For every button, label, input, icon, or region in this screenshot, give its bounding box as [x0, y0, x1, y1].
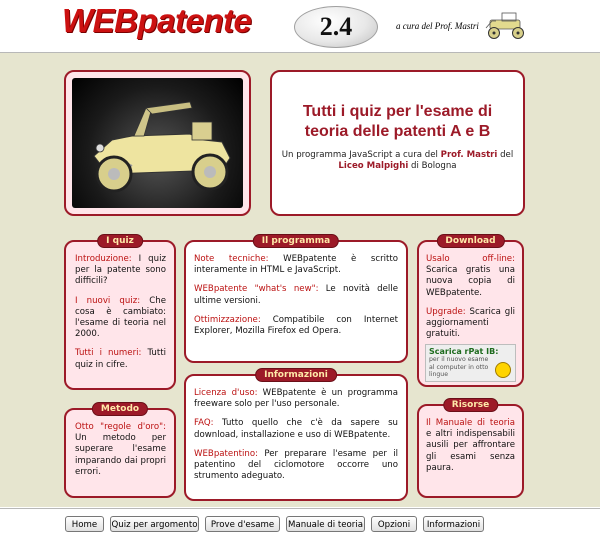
informazioni-panel — [184, 370, 408, 501]
vintage-car-image — [72, 78, 247, 212]
vintage-car-icon — [482, 8, 530, 42]
info-item — [194, 388, 398, 410]
metodo-item-text: Un metodo per superare l'esame imparando dai propri errori. — [75, 433, 166, 477]
site-logo[interactable]: WEBpatente — [62, 2, 252, 39]
download-item — [426, 254, 515, 299]
hero-title-box — [270, 70, 525, 216]
nav-prove-esame-button[interactable]: Prove d'esame — [205, 516, 280, 532]
prof-link[interactable]: Prof. Mastri — [440, 150, 498, 160]
author-byline: a cura del Prof. Mastri — [396, 21, 479, 31]
quiz-panel-title: I quiz — [97, 234, 143, 248]
quiz-item — [75, 348, 166, 370]
risorse-item-text: e altri indispensabili ausili per affrontare gli esami senza paura. — [426, 429, 515, 473]
quiz-item — [75, 254, 166, 288]
info-item-text: Per preparare l'esame per il patentino del ciclomotore occorre uno strumento adeguato. — [194, 448, 398, 482]
nav-manuale-button[interactable]: Manuale di teoria — [286, 516, 365, 532]
nav-quiz-argomento-button[interactable]: Quiz per argomento — [110, 516, 199, 532]
nav-home-button[interactable]: Home — [65, 516, 104, 532]
download-item-text: Scarica gratis una nuova copia di WEBpatente. — [426, 265, 515, 298]
quiz-item — [75, 296, 166, 341]
programma-panel-title: Il programma — [253, 234, 339, 248]
car-photo-frame — [64, 70, 251, 216]
info-item-text: WEBpatente è un programma freeware solo per l'uso personale. — [194, 388, 398, 410]
hero-subtitle — [280, 150, 515, 172]
info-item-text: Tutto quello che c'è da sapere su download, installazione e uso di WEBpatente. — [194, 418, 398, 440]
download-item-text: Scarica gli aggiornamenti gratuiti. — [426, 306, 515, 340]
quiz-item-text: Che cosa è cambiato: l'esame di teoria nel 2000. — [75, 295, 166, 340]
download-panel-title: Download — [436, 234, 504, 248]
promo-text: per il nuovo esame al computer in otto lingue — [429, 356, 489, 378]
optimization-link[interactable]: Ottimizzazione: — [194, 314, 261, 325]
numbers-link[interactable]: Tutti i numeri: — [75, 348, 142, 359]
info-item — [194, 449, 398, 483]
programma-item — [194, 315, 398, 337]
metodo-panel-title: Metodo — [92, 402, 148, 416]
rpat-promo-banner[interactable] — [425, 344, 516, 382]
intro-link[interactable]: Introduzione: — [75, 254, 132, 264]
subtitle-text: di Bologna — [408, 161, 457, 171]
school-link[interactable]: Liceo Malpighi — [338, 161, 409, 171]
quiz-panel — [64, 236, 176, 390]
golden-rules-link[interactable]: Otto "regole d'oro": — [75, 422, 166, 432]
nav-informazioni-button[interactable]: Informazioni — [423, 516, 484, 532]
metodo-item — [75, 422, 166, 478]
programma-item-text: Compatibile con Internet Explorer, Mozilla Firefox ed Opera. — [194, 314, 398, 337]
license-link[interactable]: Licenza d'uso: — [194, 388, 258, 398]
nav-opzioni-button[interactable]: Opzioni — [371, 516, 417, 532]
programma-panel — [184, 236, 408, 363]
hero-title: Tutti i quiz per l'esame di teoria delle patenti A e B — [302, 103, 493, 140]
programma-item-text: Le novità delle ultime versioni. — [194, 284, 398, 306]
version-badge: 2.4 — [294, 6, 378, 48]
metodo-panel — [64, 404, 176, 498]
car-photo — [72, 78, 243, 208]
programma-item — [194, 284, 398, 306]
info-item — [194, 418, 398, 440]
risorse-panel — [417, 400, 524, 498]
quiz-item-text: Tutti quiz in cifre. — [75, 348, 166, 370]
footer-nav — [0, 508, 600, 539]
informazioni-panel-title: Informazioni — [255, 368, 337, 382]
quiz-item-text: I quiz per la patente sono difficili? — [75, 254, 166, 287]
offline-link[interactable]: Usalo off-line: — [426, 254, 515, 264]
download-item — [426, 307, 515, 341]
header — [0, 0, 600, 53]
manual-link[interactable]: Il Manuale di teoria — [426, 418, 515, 428]
tech-notes-link[interactable]: Note tecniche: — [194, 254, 269, 264]
smiley-icon — [495, 362, 511, 378]
whats-new-link[interactable]: WEBpatente "what's new": — [194, 284, 319, 295]
subtitle-text: Un programma JavaScript a cura del — [281, 150, 441, 160]
risorse-item — [426, 418, 515, 474]
programma-item — [194, 254, 398, 276]
promo-title: Scarica rPat IB: — [429, 347, 499, 356]
programma-item-text: WEBpatente è scritto interamente in HTML e JavaScript. — [194, 254, 398, 276]
webpatentino-link[interactable]: WEBpatentino: — [194, 448, 259, 459]
risorse-panel-title: Risorse — [443, 398, 498, 412]
faq-link[interactable]: FAQ: — [194, 418, 214, 429]
new-quiz-link[interactable]: I nuovi quiz: — [75, 295, 141, 306]
subtitle-text: del — [497, 150, 514, 160]
upgrade-link[interactable]: Upgrade: — [426, 306, 466, 317]
